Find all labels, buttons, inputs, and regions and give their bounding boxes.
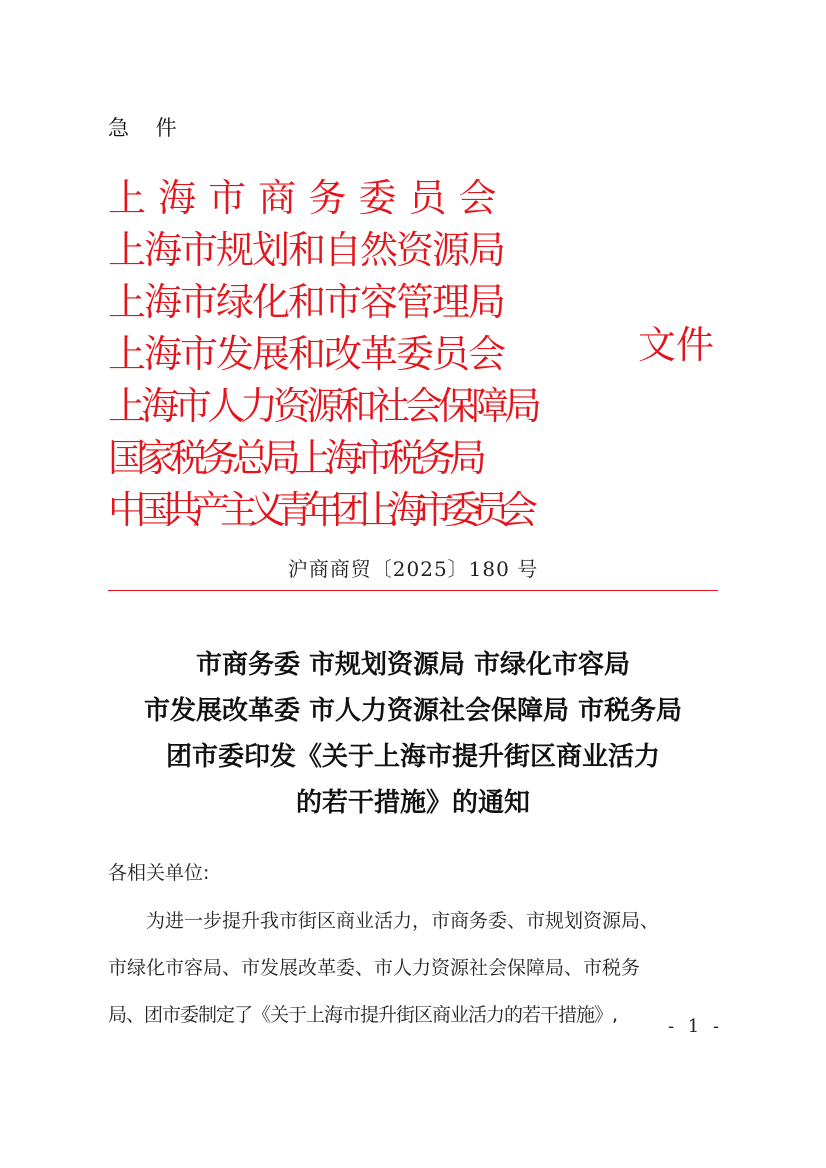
body-text (108, 898, 720, 1039)
issuer-line (108, 276, 728, 328)
issuer-name: 中国共产主义青年团上海市委员会 (108, 488, 529, 532)
issuing-agencies (108, 172, 728, 536)
page-number: - 1 - (668, 1016, 724, 1037)
issuer-name: 上海市人力资源和社会保障局 (108, 384, 538, 428)
issuer-line (108, 380, 728, 432)
salutation: 各相关单位: (108, 862, 210, 884)
issuer-name: 国家税务总局上海市税务局 (108, 436, 481, 480)
issuer-name: 上海市绿化和市容管理局 (108, 280, 505, 324)
title-line: 市商务委 市规划资源局 市绿化市容局 (195, 650, 631, 680)
title-line: 的若干措施》的通知 (295, 788, 530, 818)
red-divider (108, 590, 718, 591)
body-line: 局、团市委制定了《关于上海市提升街区商业活力的若干措施》, (108, 1004, 618, 1026)
issuer-line (108, 328, 728, 380)
issuer-line (108, 484, 728, 536)
issuer-line (108, 172, 728, 224)
notice-title (0, 642, 826, 826)
title-line: 市发展改革委 市人力资源社会保障局 市税务局 (143, 696, 683, 726)
issuer-name: 上海市规划和自然资源局 (108, 228, 505, 272)
document-number: 沪商商贸〔2025〕180 号 (287, 557, 539, 581)
title-line: 团市委印发《关于上海市提升街区商业活力 (165, 742, 660, 772)
issuer-name: 上 海 市 商 务 委 员 会 (108, 176, 497, 220)
urgency-label: 急 件 (108, 116, 187, 140)
document-suffix: 文件 (638, 323, 715, 367)
issuer-line (108, 432, 728, 484)
body-line: 为进一步提升我市街区商业活力，市商务委、市规划资源局、 (146, 910, 660, 932)
body-line: 市绿化市容局、市发展改革委、市人力资源社会保障局、市税务 (108, 957, 641, 979)
issuer-name: 上海市发展和改革委员会 (108, 332, 505, 376)
issuer-line (108, 224, 728, 276)
